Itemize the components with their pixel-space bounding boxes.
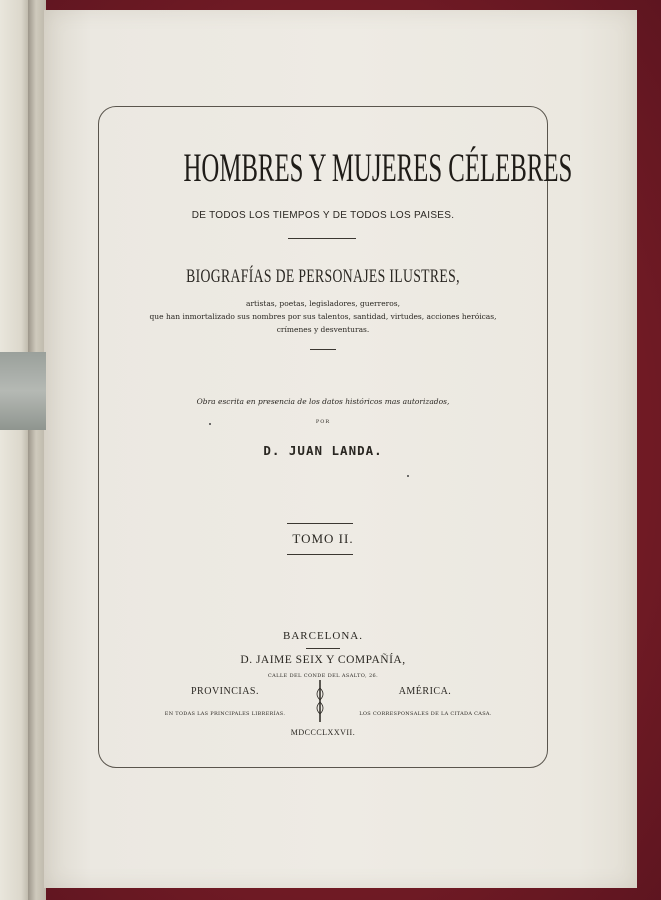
publisher-city: BARCELONA. bbox=[283, 630, 363, 642]
divider-rule bbox=[306, 648, 340, 649]
america-heading: AMÉRICA. bbox=[398, 686, 452, 697]
publisher-name: D. JAIME SEIX Y COMPAÑÍA, bbox=[240, 654, 406, 666]
publisher-address: CALLE DEL CONDE DEL ASALTO, 26. bbox=[267, 673, 379, 679]
book-title: HOMBRES Y MUJERES CÉLEBRES bbox=[183, 145, 573, 190]
page-border-frame bbox=[98, 106, 573, 768]
divider-rule bbox=[310, 349, 336, 350]
ornament-divider-icon bbox=[314, 680, 326, 722]
provinces-heading: PROVINCIAS. bbox=[190, 686, 259, 697]
work-note: Obra escrita en presencia de los datos históricos mas autorizados, bbox=[196, 397, 450, 406]
volume-rule-bottom bbox=[287, 554, 353, 555]
divider-rule bbox=[288, 238, 356, 239]
america-text: LOS CORRESPONSALES DE LA CITADA CASA. bbox=[359, 711, 492, 717]
ink-speck bbox=[209, 423, 211, 425]
binding-tape bbox=[0, 352, 46, 430]
biography-heading: BIOGRAFÍAS DE PERSONAJES ILUSTRES, bbox=[186, 266, 460, 287]
book-subtitle: DE TODOS LOS TIEMPOS Y DE TODOS LOS PAISES. bbox=[191, 210, 455, 221]
provinces-text: EN TODAS LAS PRINCIPALES LIBRERÍAS. bbox=[164, 711, 286, 717]
volume-label: TOMO II. bbox=[292, 531, 354, 546]
description-line-2: que han inmortalizado sus nombres por sus talentos, santidad, virtudes, acciones heróicas, bbox=[149, 312, 497, 321]
by-label: POR bbox=[315, 419, 331, 425]
publication-year: MDCCCLXXVII. bbox=[290, 728, 356, 737]
volume-rule-top bbox=[287, 523, 353, 524]
previous-page-edge bbox=[0, 0, 30, 900]
description-line-1: artistas, poetas, legisladores, guerreros, bbox=[245, 299, 400, 308]
description-line-3: crímenes y desventuras. bbox=[276, 325, 370, 334]
author-name: D. JUAN LANDA. bbox=[263, 443, 383, 458]
ink-speck bbox=[407, 475, 409, 477]
